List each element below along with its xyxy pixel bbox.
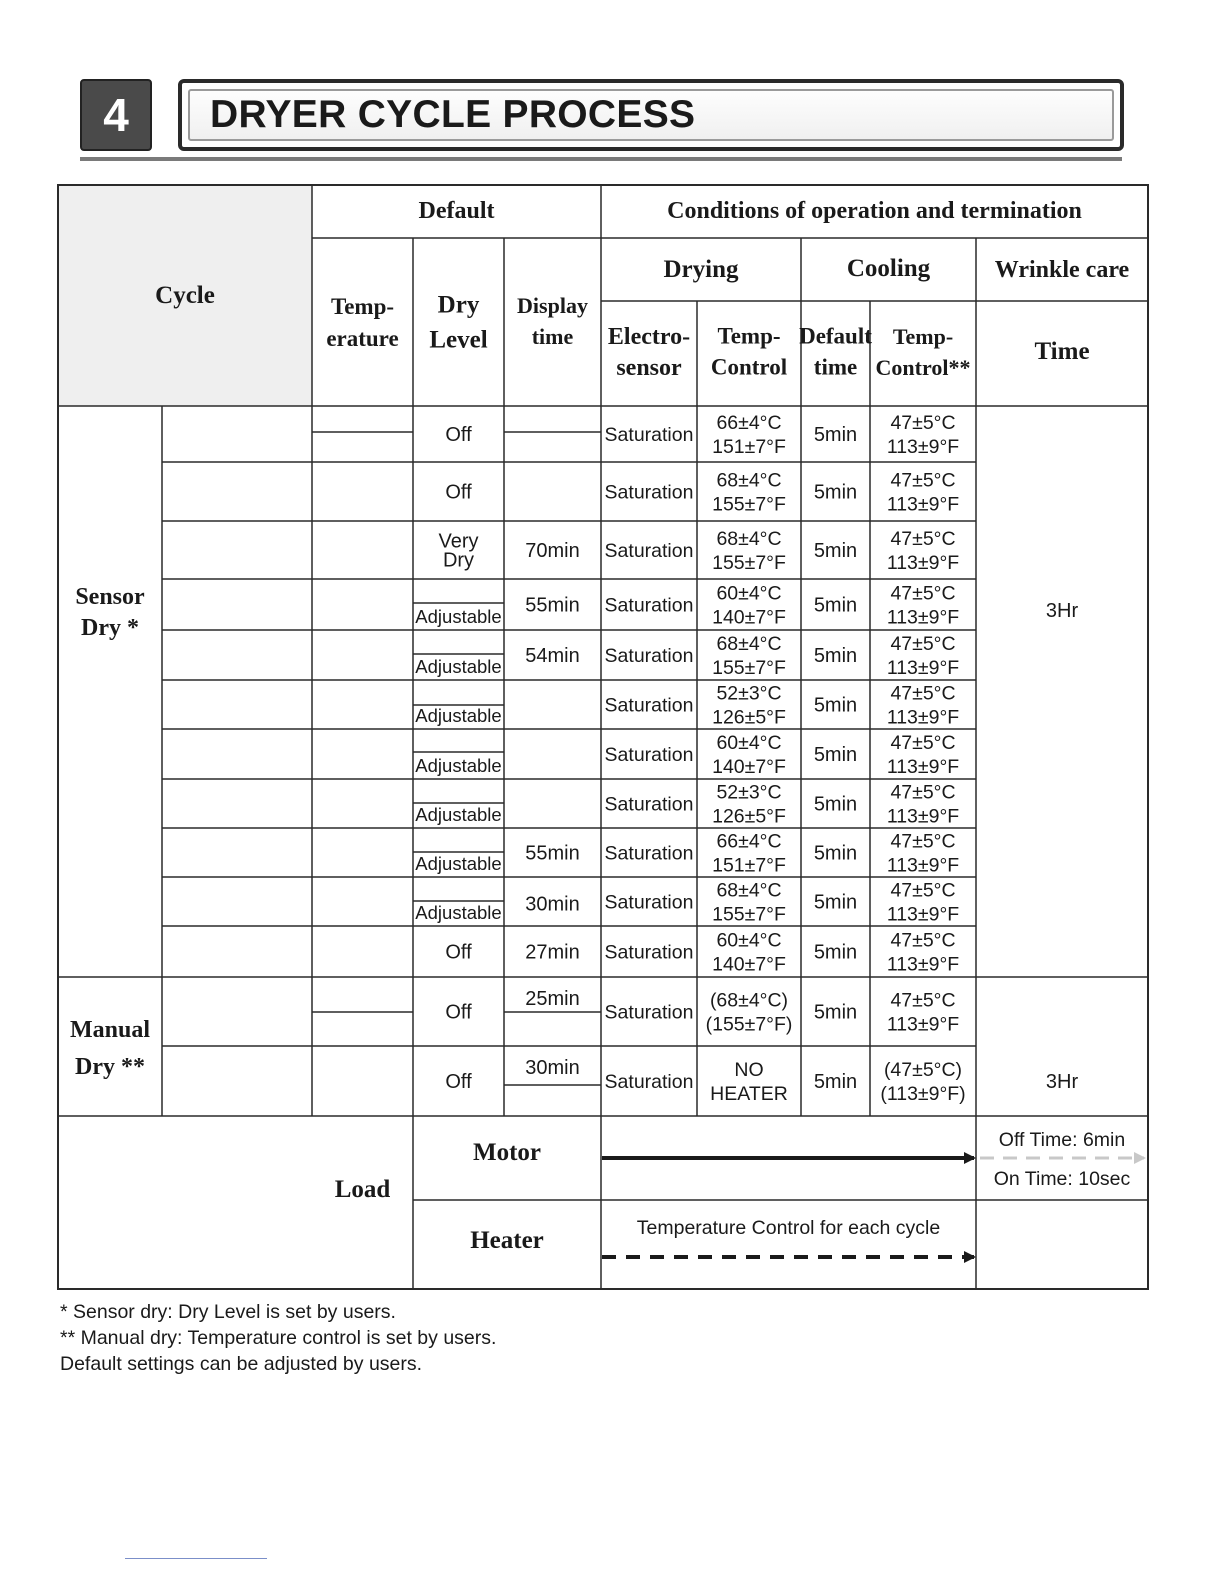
display-time-cell: 54min (525, 645, 580, 667)
cooling-temp-cell: (47±5°C) (883, 1058, 963, 1081)
electro-sensor-cell: Saturation (604, 594, 694, 617)
cooling-temp-cell: 47±5°C (890, 929, 956, 952)
drying-temp-cell: 68±4°C (716, 527, 782, 550)
cooling-temp-cell: 47±5°C (890, 682, 956, 705)
drying-temp-cell: 151±7°F (712, 435, 786, 458)
dry-level-cell: Very (438, 530, 479, 553)
drying-temp-cell: (155±7°F) (705, 1013, 793, 1036)
page-link-underline (125, 1558, 267, 1559)
electro-sensor-cell: Saturation (604, 1001, 694, 1024)
cooling-temp-cell: 47±5°C (890, 989, 956, 1012)
default-header: Default (418, 198, 495, 224)
cooling-time-cell: 5min (813, 481, 858, 504)
dry-level-cell: Adjustable (415, 853, 502, 874)
drying-temp-cell: 52±3°C (716, 682, 782, 705)
electro-sensor-header: Electro- (607, 323, 691, 350)
sensor-dry-label: Dry * (81, 614, 139, 641)
display-time-header: time (531, 324, 574, 350)
cooling-time-cell: 5min (813, 842, 858, 865)
cooling-header: Cooling (846, 255, 931, 282)
cooling-temp-cell: 47±5°C (890, 879, 956, 902)
cooling-time-cell: 5min (813, 891, 858, 914)
cooling-temp-cell: 113±9°F (886, 953, 960, 976)
cooling-temp-cell: 113±9°F (886, 493, 960, 516)
dry-level-cell: Adjustable (415, 902, 502, 923)
drying-temp-cell: 60±4°C (716, 582, 782, 605)
conditions-header: Conditions of operation and termination (667, 198, 1082, 224)
drying-temp-cell: 60±4°C (716, 929, 782, 952)
cooling-temp-cell: 113±9°F (886, 435, 960, 458)
cooling-temp-cell: (113±9°F) (880, 1082, 966, 1105)
wrinkle-time-sensor: 3Hr (1045, 600, 1079, 622)
cooling-temp-cell: 113±9°F (886, 706, 960, 729)
display-time-cell: 55min (525, 842, 580, 865)
dry-level-cell: Off (445, 481, 472, 504)
cooling-time-cell: 5min (813, 744, 858, 766)
dry-level-cell: Adjustable (415, 656, 502, 677)
electro-sensor-cell: Saturation (604, 793, 694, 816)
electro-sensor-cell: Saturation (604, 481, 694, 504)
drying-temp-cell: 140±7°F (712, 953, 786, 976)
drying-temp-cell: 126±5°F (712, 805, 786, 828)
electro-sensor-header: sensor (616, 354, 682, 381)
display-time-cell: 30min (525, 1057, 580, 1079)
drying-temp-cell: 52±3°C (716, 781, 782, 804)
electro-sensor-cell: Saturation (604, 645, 694, 667)
drying-temp-cell: 140±7°F (712, 606, 786, 629)
drying-temp-cell: HEATER (710, 1082, 788, 1105)
drying-temp-cell: 151±7°F (712, 854, 786, 877)
display-time-cell: 70min (525, 540, 580, 562)
display-time-cell: 27min (525, 941, 580, 964)
heater-label: Heater (470, 1227, 544, 1254)
cooling-temp-cell: 113±9°F (886, 755, 960, 778)
cooling-time-cell: 5min (813, 1071, 858, 1093)
electro-sensor-cell: Saturation (604, 424, 694, 446)
drying-header: Drying (663, 256, 739, 283)
section-number: 4 (80, 79, 152, 151)
drying-temp-cell: 66±4°C (716, 411, 782, 434)
default-time-header: Default (799, 323, 872, 349)
default-time-header: time (813, 354, 858, 380)
cooling-time-cell: 5min (813, 694, 858, 717)
cooling-temp-cell: 47±5°C (890, 830, 956, 853)
cooling-time-cell: 5min (813, 540, 858, 562)
cooling-temp-cell: 113±9°F (886, 805, 960, 828)
dry-level-cell: Off (445, 424, 472, 446)
drying-temp-cell: (68±4°C) (709, 989, 789, 1012)
drying-temp-cell: 66±4°C (716, 830, 782, 853)
display-time-cell: 25min (525, 988, 580, 1010)
electro-sensor-cell: Saturation (604, 941, 694, 964)
dry-level-header: Level (429, 326, 488, 354)
cooling-temp-cell: 113±9°F (886, 551, 960, 574)
electro-sensor-cell: Saturation (604, 842, 694, 865)
cooling-temp-cell: 113±9°F (886, 1013, 960, 1036)
drying-temp-cell: 155±7°F (712, 903, 786, 926)
time-header: Time (1034, 338, 1090, 365)
manual-dry-label: Manual (69, 1016, 151, 1043)
electro-sensor-cell: Saturation (604, 540, 694, 562)
cooling-time-cell: 5min (813, 645, 858, 667)
dry-level-cell: Adjustable (415, 606, 502, 627)
dry-level-cell: Adjustable (415, 804, 502, 825)
footnote-sensor-dry: * Sensor dry: Dry Level is set by users. (60, 1301, 396, 1323)
cooling-temp-cell: 47±5°C (890, 469, 956, 492)
motor-label: Motor (472, 1139, 542, 1166)
manual-dry-label: Dry ** (75, 1053, 145, 1080)
display-time-header: Display (517, 293, 588, 319)
drying-temp-cell: 126±5°F (712, 706, 786, 729)
display-time-cell: 30min (525, 893, 580, 916)
temperature-header: erature (326, 326, 399, 352)
footnote-default-settings: Default settings can be adjusted by users. (60, 1353, 423, 1375)
cooling-temp-cell: 47±5°C (890, 527, 956, 550)
cooling-temp-cell: 47±5°C (890, 582, 956, 605)
cooling-temp-cell: 113±9°F (886, 903, 960, 926)
cooling-time-cell: 5min (813, 594, 858, 617)
dry-level-cell: Adjustable (415, 755, 502, 776)
wrinkle-time-manual: 3Hr (1045, 1071, 1079, 1093)
cooling-temp-cell: 47±5°C (890, 731, 956, 754)
cooling-temp-control-header: Temp- (892, 324, 954, 350)
electro-sensor-cell: Saturation (604, 694, 694, 717)
load-label: Load (334, 1176, 391, 1203)
cooling-time-cell: 5min (813, 424, 858, 446)
electro-sensor-cell: Saturation (604, 744, 694, 766)
drying-temp-cell: NO (734, 1058, 764, 1081)
drying-temp-cell: 68±4°C (716, 879, 782, 902)
drying-temp-cell: 140±7°F (712, 755, 786, 778)
drying-temp-control-header: Control (710, 354, 788, 380)
dry-level-header: Dry (437, 291, 480, 319)
cooling-time-cell: 5min (813, 941, 858, 964)
dry-level-cell: Adjustable (415, 705, 502, 726)
drying-temp-cell: 155±7°F (712, 493, 786, 516)
drying-temp-cell: 155±7°F (712, 551, 786, 574)
electro-sensor-cell: Saturation (604, 1071, 694, 1093)
cooling-temp-cell: 113±9°F (886, 606, 960, 629)
wrinkle-care-header: Wrinkle care (994, 257, 1130, 283)
cooling-temp-cell: 47±5°C (890, 781, 956, 804)
cooling-temp-cell: 113±9°F (886, 854, 960, 877)
dry-level-cell: Off (445, 1001, 472, 1024)
dry-level-cell: Dry (442, 549, 475, 572)
cycle-header: Cycle (155, 282, 215, 309)
dry-level-cell: Off (445, 941, 472, 964)
cooling-temp-control-header: Control** (875, 355, 971, 381)
cooling-temp-cell: 113±9°F (886, 656, 960, 679)
cooling-time-cell: 5min (813, 793, 858, 816)
footnote-manual-dry: ** Manual dry: Temperature control is set by users. (60, 1327, 497, 1349)
dry-level-cell: Off (445, 1071, 472, 1093)
heater-note: Temperature Control for each cycle (636, 1217, 941, 1239)
display-time-cell: 55min (525, 594, 580, 617)
cooling-temp-cell: 47±5°C (890, 632, 956, 655)
sensor-dry-label: Sensor (75, 583, 145, 610)
drying-temp-control-header: Temp- (717, 323, 781, 349)
motor-off-time: Off Time: 6min (998, 1129, 1126, 1151)
drying-temp-cell: 68±4°C (716, 632, 782, 655)
temperature-header: Temp- (330, 294, 395, 320)
electro-sensor-cell: Saturation (604, 891, 694, 914)
cooling-temp-cell: 47±5°C (890, 411, 956, 434)
drying-temp-cell: 155±7°F (712, 656, 786, 679)
motor-on-time: On Time: 10sec (993, 1168, 1131, 1190)
drying-temp-cell: 60±4°C (716, 731, 782, 754)
drying-temp-cell: 68±4°C (716, 469, 782, 492)
cooling-time-cell: 5min (813, 1001, 858, 1024)
section-title: DRYER CYCLE PROCESS (210, 93, 696, 136)
